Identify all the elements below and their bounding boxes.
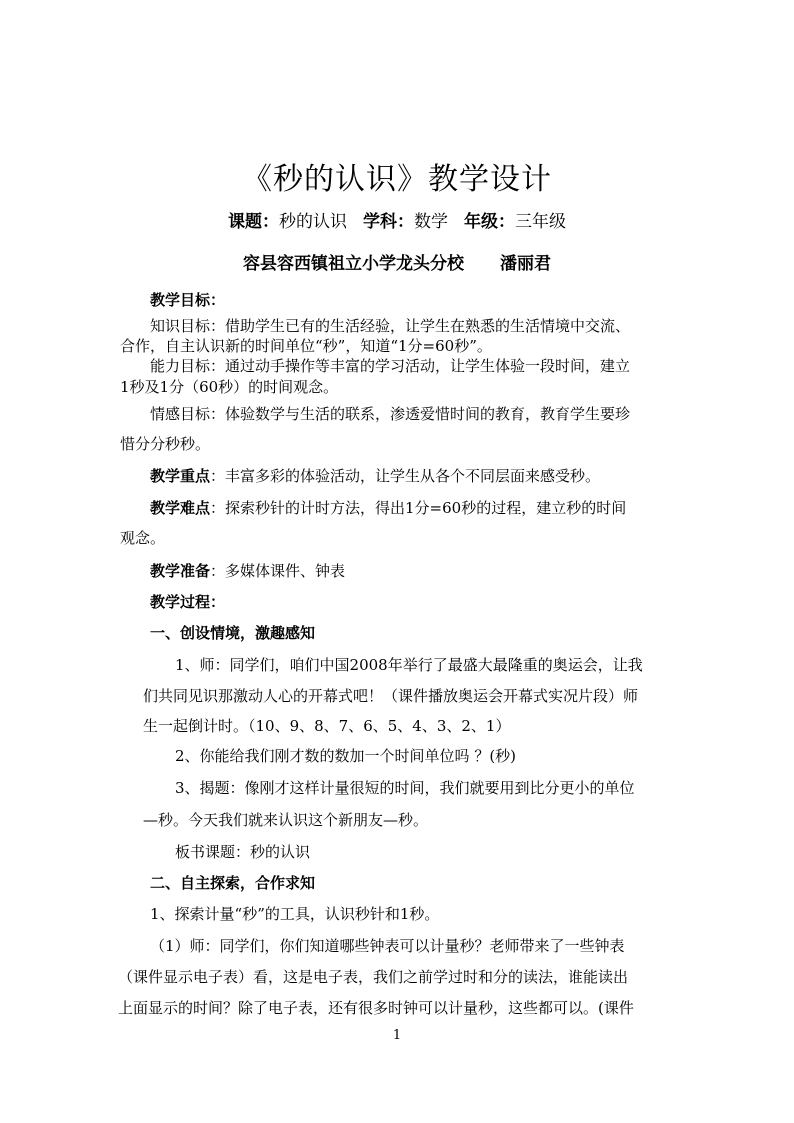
s2-paragraph2-line3: 上面显示的时间？除了电子表，还有很多时钟可以计量秒，这些都可以。(课件 [118, 999, 634, 1017]
s1-paragraph3-line1: 3、揭题：像刚才这样计量很短的时间，我们就要用到比分更小的单位 [175, 779, 635, 797]
key-point-label: 教学重点 [150, 467, 211, 485]
section2-heading: 二、自主探索，合作求知 [150, 874, 316, 892]
subject-label: 学科： [363, 212, 414, 232]
process-heading: 教学过程： [150, 593, 226, 611]
s2-paragraph2-line2: （课件显示电子表）看，这是电子表，我们之前学过时和分的读法，谁能读出 [118, 968, 629, 986]
objectives-heading: 教学目标： [150, 291, 226, 309]
s2-paragraph2-line1: （1）师：同学们，你们知道哪些钟表可以计量秒？老师带来了一些钟表 [150, 937, 625, 955]
ability-objective-line2: 1秒及1分（60秒）的时间观念。 [120, 378, 339, 396]
difficulty-point [150, 498, 626, 518]
lesson-info [0, 210, 794, 234]
preparation-text: ：多媒体课件、钟表 [210, 562, 346, 580]
grade-label: 年级： [464, 212, 515, 232]
preparation-label: 教学准备 [150, 562, 211, 580]
emotion-objective-line1: 情感目标：体验数学与生活的联系，渗透爱惜时间的教育，教育学生要珍 [150, 405, 631, 423]
s1-paragraph1-line2: 们共同见识那激动人心的开幕式吧！（课件播放奥运会开幕式实况片段）师 [143, 687, 639, 705]
difficulty-text-line2: 观念。 [120, 529, 166, 547]
document-title: 《秒的认识》教学设计 [242, 162, 552, 197]
page-number: 1 [392, 1028, 402, 1043]
author-name: 潘丽君 [500, 254, 551, 274]
grade-value: 三年级 [515, 212, 566, 232]
topic-label: 课题： [228, 212, 279, 232]
s2-paragraph1: 1、探索计量“秒”的工具，认识秒针和1秒。 [150, 905, 440, 923]
s1-paragraph1-line1: 1、师：同学们，咱们中国2008年举行了最盛大最隆重的奥运会，让我 [175, 656, 643, 674]
key-point-text: ：丰富多彩的体验活动，让学生从各个不同层面来感受秒。 [210, 467, 601, 485]
key-point [150, 466, 600, 486]
s1-paragraph2: 2、你能给我们刚才数的数加一个时间单位吗 ？(秒) [175, 747, 517, 765]
ability-objective-line1: 能力目标：通过动手操作等丰富的学习活动，让学生体验一段时间，建立 [150, 357, 631, 375]
school-name: 容县容西镇祖立小学龙头分校 [243, 254, 464, 274]
topic-value: 秒的认识 [279, 212, 347, 232]
school-author-line [0, 252, 794, 276]
preparation [150, 561, 345, 581]
difficulty-text-line1: ：探索秒针的计时方法，得出1分=60秒的过程，建立秒的时间 [210, 499, 627, 517]
board-title: 板书课题：秒的认识 [175, 843, 311, 861]
s1-paragraph3-line2: —秒。今天我们就来认识这个新朋友—秒。 [143, 811, 429, 829]
subject-value: 数学 [414, 212, 448, 232]
knowledge-objective-line2: 合作，自主认识新的时间单位“秒”，知道“1分=60秒”。 [120, 337, 492, 355]
emotion-objective-line2: 惜分分秒秒。 [120, 435, 211, 453]
s1-paragraph1-line3: 生一起倒计时。（10、9、8、7、6、5、4、3、2、1） [143, 717, 511, 735]
knowledge-objective-line1: 知识目标：借助学生已有的生活经验，让学生在熟悉的生活情境中交流、 [150, 317, 631, 335]
section1-heading: 一、创设情境，激趣感知 [150, 624, 316, 642]
difficulty-label: 教学难点 [150, 499, 211, 517]
